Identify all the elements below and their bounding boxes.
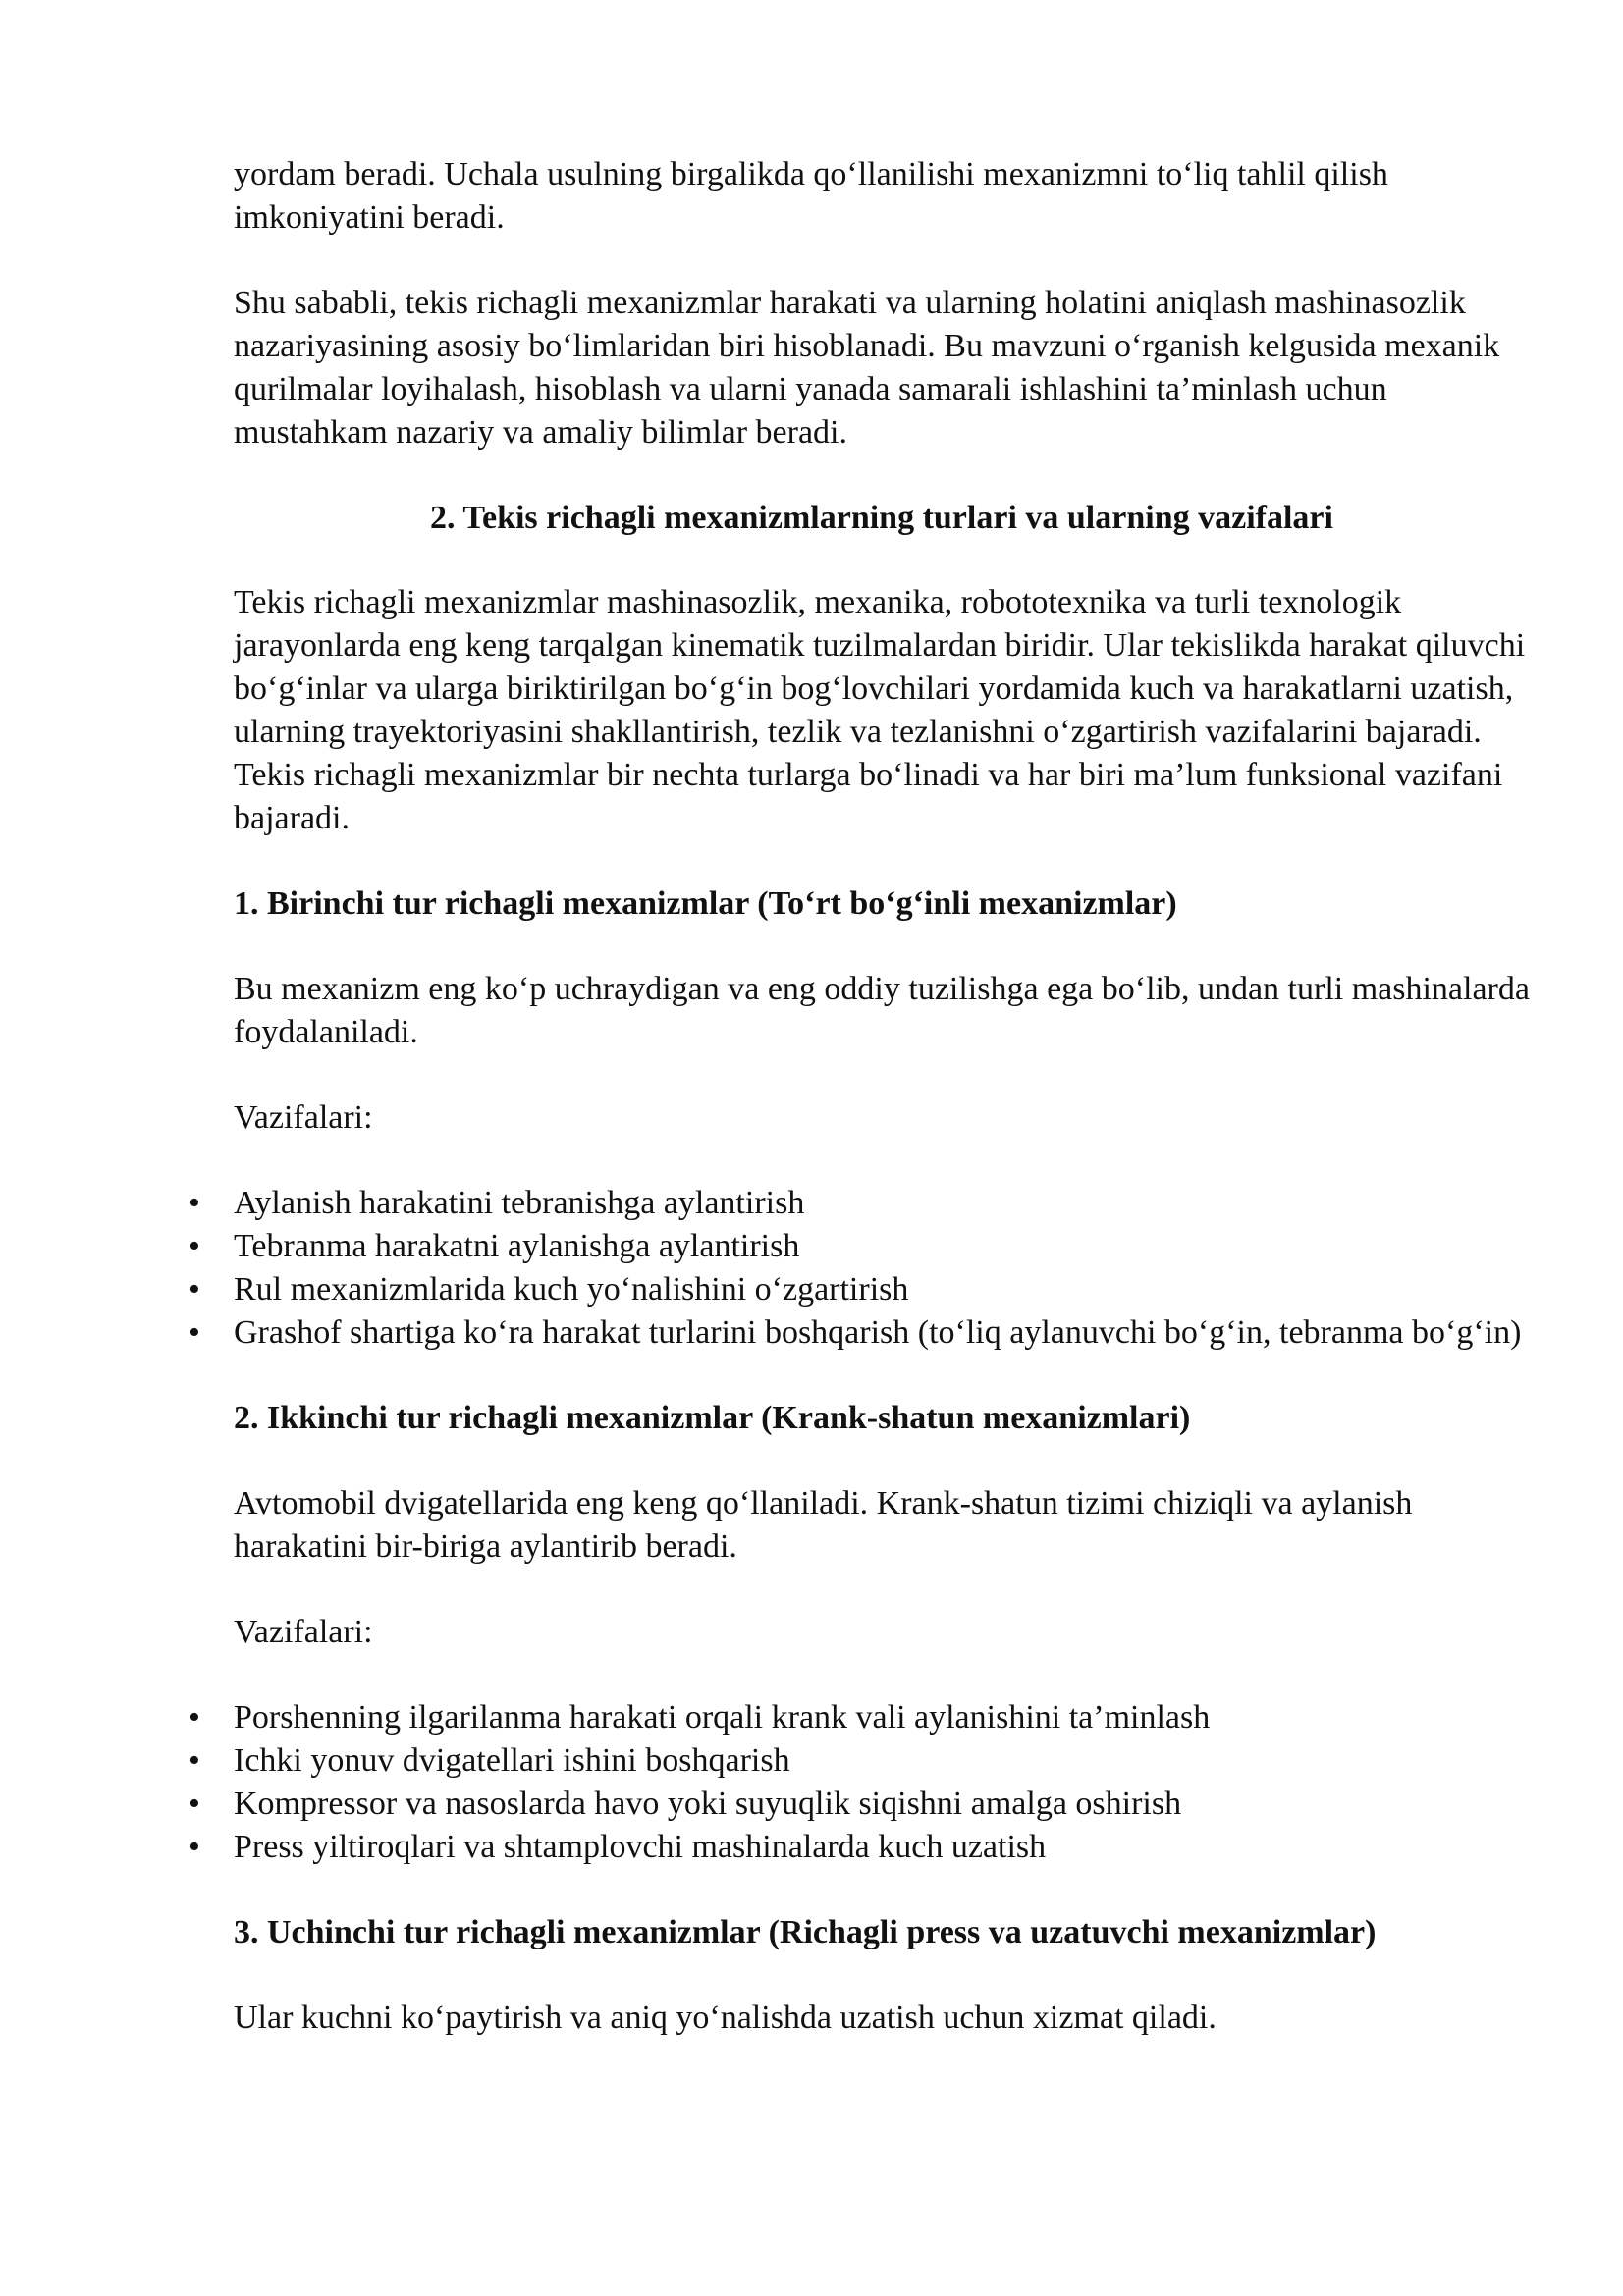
type2-task-list xyxy=(189,1696,1530,1869)
bullet-icon: • xyxy=(189,1786,200,1822)
bullet-icon: • xyxy=(189,1271,200,1308)
type1-description: Bu mexanizm eng ko‘p uchraydigan va eng oddiy tuzilishga ega bo‘lib, undan turli mashinalarda foydalaniladi. xyxy=(234,971,1530,1050)
list-item-text: Grashof shartiga ko‘ra harakat turlarini boshqarish (to‘liq aylanuvchi bo‘g‘in, tebranma bo‘g‘in) xyxy=(234,1314,1522,1351)
paragraph-intro-continuation: yordam beradi. Uchala usulning birgalikda qo‘llanilishi mexanizmni to‘liq tahlil qilish imkoniyatini beradi. xyxy=(234,156,1388,236)
list-item-text: Aylanish harakatini tebranishga aylantirish xyxy=(234,1185,805,1221)
list-item xyxy=(189,1783,1530,1826)
type1-task-list xyxy=(189,1182,1530,1355)
list-item-text: Ichki yonuv dvigatellari ishini boshqarish xyxy=(234,1742,790,1779)
type2-tasks-label: Vazifalari: xyxy=(234,1614,373,1650)
type3-description: Ular kuchni ko‘paytirish va aniq yo‘nalishda uzatish uchun xizmat qiladi. xyxy=(234,2000,1217,2036)
type3-heading: 3. Uchinchi tur richagli mexanizmlar (Richagli press va uzatuvchi mexanizmlar) xyxy=(234,1914,1377,1950)
bullet-icon: • xyxy=(189,1742,200,1779)
type2-heading: 2. Ikkinchi tur richagli mexanizmlar (Krank-shatun mexanizmlari) xyxy=(234,1400,1191,1436)
bullet-icon: • xyxy=(189,1185,200,1221)
bullet-icon: • xyxy=(189,1829,200,1865)
paragraph-summary: Shu sababli, tekis richagli mexanizmlar harakati va ularning holatini aniqlash mashinasozlik nazariyasining asosiy bo‘limlaridan biri hisoblanadi. Bu mavzuni o‘rganish kelgusida mexanik qurilmalar loyihalash, hisoblash va ularni yanada samarali ishlashini ta’minlash uchun mustahkam nazariy va amaliy bilimlar beradi. xyxy=(234,285,1500,451)
list-item-text: Porshenning ilgarilanma harakati orqali krank vali aylanishini ta’minlash xyxy=(234,1699,1211,1735)
paragraph-section-intro: Tekis richagli mexanizmlar mashinasozlik, mexanika, robototexnika va turli texnologik jarayonlarda eng keng tarqalgan kinematik tuzilmalardan biridir. Ular tekislikda harakat qiluvchi bo‘g‘inlar va ularga biriktirilgan bo‘g‘in bog‘lovchilari yordamida kuch va harakatlarni uzatish, ularning trayektoriyasini shakllantirish, tezlik va tezlanishni o‘zgartirish vazifalarini bajaradi. Tekis richagli mexanizmlar bir nechta turlarga bo‘linadi va har biri ma’lum funksional vazifani bajaradi. xyxy=(234,584,1526,836)
list-item-text: Rul mexanizmlarida kuch yo‘nalishini o‘zgartirish xyxy=(234,1271,909,1308)
list-item-text: Tebranma harakatni aylanishga aylantirish xyxy=(234,1228,800,1264)
type2-description: Avtomobil dvigatellarida eng keng qo‘llaniladi. Krank-shatun tizimi chiziqli va aylanish harakatini bir-biriga aylantirib beradi. xyxy=(234,1485,1413,1565)
list-item xyxy=(189,1182,1530,1225)
type1-heading: 1. Birinchi tur richagli mexanizmlar (To‘rt bo‘g‘inli mexanizmlar) xyxy=(234,885,1177,922)
type1-tasks-label: Vazifalari: xyxy=(234,1099,373,1136)
list-item xyxy=(189,1225,1530,1268)
list-item xyxy=(189,1826,1530,1869)
list-item xyxy=(189,1311,1530,1355)
list-item-text: Press yiltiroqlari va shtamplovchi mashinalarda kuch uzatish xyxy=(234,1829,1047,1865)
page-content xyxy=(189,153,1530,2082)
bullet-icon: • xyxy=(189,1314,200,1351)
list-item xyxy=(189,1739,1530,1783)
bullet-icon: • xyxy=(189,1699,200,1735)
list-item xyxy=(189,1268,1530,1311)
section-heading: 2. Tekis richagli mexanizmlarning turlari va ularning vazifalari xyxy=(430,500,1333,536)
bullet-icon: • xyxy=(189,1228,200,1264)
list-item xyxy=(189,1696,1530,1739)
list-item-text: Kompressor va nasoslarda havo yoki suyuqlik siqishni amalga oshirish xyxy=(234,1786,1182,1822)
